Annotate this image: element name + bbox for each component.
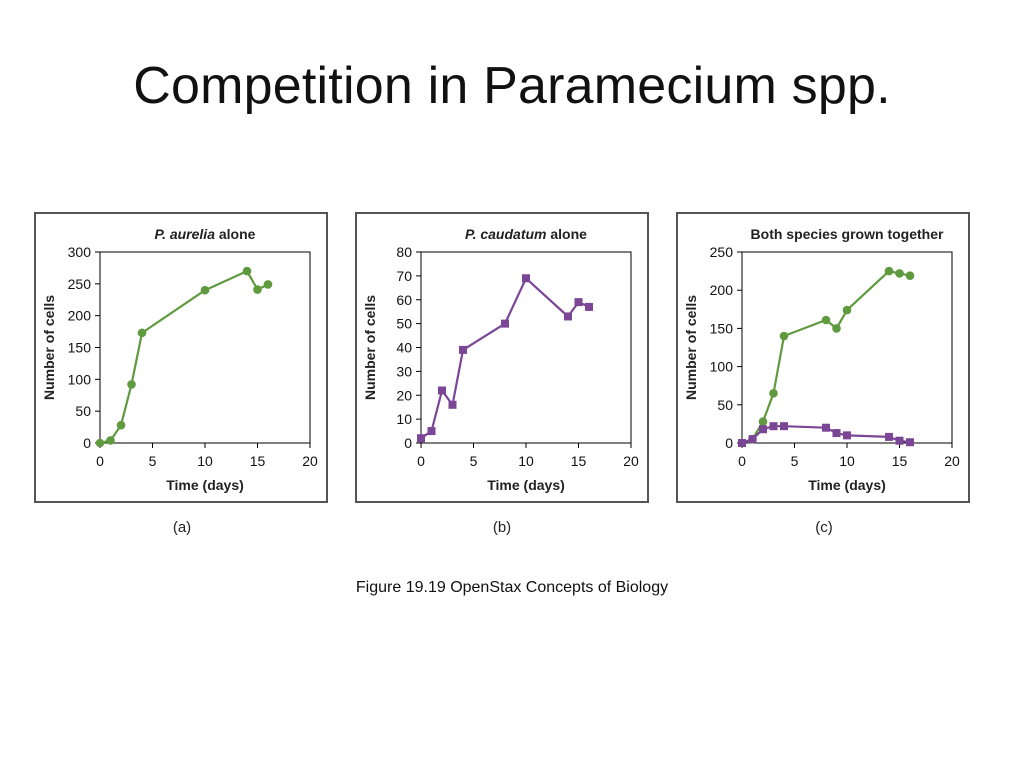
data-point-circle xyxy=(843,306,852,315)
y-tick-label: 0 xyxy=(83,435,91,451)
y-tick-label: 30 xyxy=(396,363,412,380)
data-point-circle xyxy=(832,324,841,333)
y-tick-label: 100 xyxy=(67,371,91,388)
chart-b-svg xyxy=(357,214,647,501)
y-axis-label: Number of cells xyxy=(41,294,57,401)
series-line xyxy=(742,271,910,443)
data-point-circle xyxy=(769,389,778,398)
data-point-square xyxy=(438,386,446,394)
y-tick-label: 200 xyxy=(67,307,91,324)
panel-label-b: (b) xyxy=(492,519,512,536)
x-axis-label: Time (days) xyxy=(166,477,244,493)
data-point-square xyxy=(501,320,509,328)
plot-frame xyxy=(742,252,952,443)
chart-panel-b xyxy=(355,212,649,503)
y-tick-label: 300 xyxy=(67,244,91,260)
y-tick-label: 50 xyxy=(396,315,412,332)
y-tick-label: 250 xyxy=(67,275,91,292)
panel-label-a: (a) xyxy=(172,519,192,536)
x-tick-label: 10 xyxy=(197,453,213,469)
x-axis-label: Time (days) xyxy=(487,477,565,493)
chart-title xyxy=(465,226,587,242)
data-point-square xyxy=(564,312,572,320)
x-tick-label: 0 xyxy=(96,453,104,469)
y-tick-label: 250 xyxy=(709,244,733,260)
data-point-circle xyxy=(895,269,904,278)
data-point-circle xyxy=(264,280,273,289)
chart-title-part: alone xyxy=(546,226,587,242)
chart-title-part: P. caudatum xyxy=(465,226,547,242)
y-tick-label: 150 xyxy=(67,339,91,356)
x-tick-label: 20 xyxy=(302,453,318,469)
data-point-circle xyxy=(822,316,831,325)
series-line xyxy=(421,278,589,438)
data-point-square xyxy=(522,274,530,282)
data-point-square xyxy=(896,437,904,445)
plot-frame xyxy=(100,252,310,443)
chart-title-part: alone xyxy=(214,226,256,242)
data-point-circle xyxy=(201,286,210,295)
x-tick-label: 0 xyxy=(417,453,425,469)
data-point-circle xyxy=(759,417,768,426)
chart-title xyxy=(155,226,256,242)
chart-a-svg xyxy=(36,214,326,501)
x-tick-label: 20 xyxy=(623,453,639,469)
y-tick-label: 60 xyxy=(396,291,412,308)
y-tick-label: 20 xyxy=(396,387,412,404)
x-tick-label: 15 xyxy=(249,453,266,469)
data-point-circle xyxy=(138,329,147,338)
chart-title-part: Both species grown together xyxy=(750,226,944,242)
x-tick-label: 5 xyxy=(148,453,157,469)
data-point-square xyxy=(906,438,914,446)
data-point-square xyxy=(885,433,893,441)
y-tick-label: 200 xyxy=(709,282,733,299)
data-point-circle xyxy=(117,421,126,430)
data-point-circle xyxy=(127,380,136,389)
x-tick-label: 10 xyxy=(839,453,855,469)
y-tick-label: 50 xyxy=(75,403,91,420)
y-tick-label: 50 xyxy=(717,396,733,413)
chart-title xyxy=(751,226,944,242)
data-point-square xyxy=(428,427,436,435)
y-tick-label: 100 xyxy=(709,358,733,375)
chart-panel-a xyxy=(34,212,328,503)
slide-title: Competition in Paramecium spp. xyxy=(133,57,891,115)
x-tick-label: 0 xyxy=(738,453,746,469)
chart-c-svg xyxy=(678,214,968,501)
data-point-square xyxy=(575,298,583,306)
y-tick-label: 80 xyxy=(396,244,412,260)
data-point-square xyxy=(770,422,778,430)
x-tick-label: 20 xyxy=(944,453,960,469)
figure-caption: Figure 19.19 OpenStax Concepts of Biology xyxy=(355,579,669,596)
y-tick-label: 10 xyxy=(396,411,412,428)
data-point-circle xyxy=(106,436,115,445)
data-point-square xyxy=(749,435,757,443)
y-tick-label: 0 xyxy=(725,435,733,451)
data-point-square xyxy=(417,434,425,442)
series-line xyxy=(100,271,268,443)
x-tick-label: 5 xyxy=(790,453,799,469)
data-point-circle xyxy=(780,332,789,341)
y-tick-label: 0 xyxy=(404,435,412,451)
y-tick-label: 40 xyxy=(396,339,412,356)
data-point-square xyxy=(459,346,467,354)
x-tick-label: 10 xyxy=(518,453,534,469)
data-point-circle xyxy=(243,267,252,276)
y-tick-label: 70 xyxy=(396,267,412,284)
data-point-circle xyxy=(885,267,894,276)
data-point-square xyxy=(833,429,841,437)
data-point-square xyxy=(449,401,457,409)
chart-title-part: P. aurelia xyxy=(154,226,215,242)
x-tick-label: 15 xyxy=(891,453,908,469)
data-point-square xyxy=(585,303,593,311)
data-point-square xyxy=(780,422,788,430)
x-tick-label: 5 xyxy=(469,453,478,469)
panel-label-c: (c) xyxy=(815,519,833,536)
data-point-square xyxy=(822,424,830,432)
data-point-circle xyxy=(253,285,262,294)
data-point-square xyxy=(843,431,851,439)
y-tick-label: 150 xyxy=(709,320,733,337)
x-axis-label: Time (days) xyxy=(808,477,886,493)
y-axis-label: Number of cells xyxy=(683,294,699,401)
data-point-square xyxy=(738,439,746,447)
y-axis-label: Number of cells xyxy=(362,294,378,401)
data-point-square xyxy=(759,425,767,433)
data-point-circle xyxy=(96,439,105,448)
chart-panel-c xyxy=(676,212,970,503)
data-point-circle xyxy=(906,271,915,280)
x-tick-label: 15 xyxy=(570,453,587,469)
